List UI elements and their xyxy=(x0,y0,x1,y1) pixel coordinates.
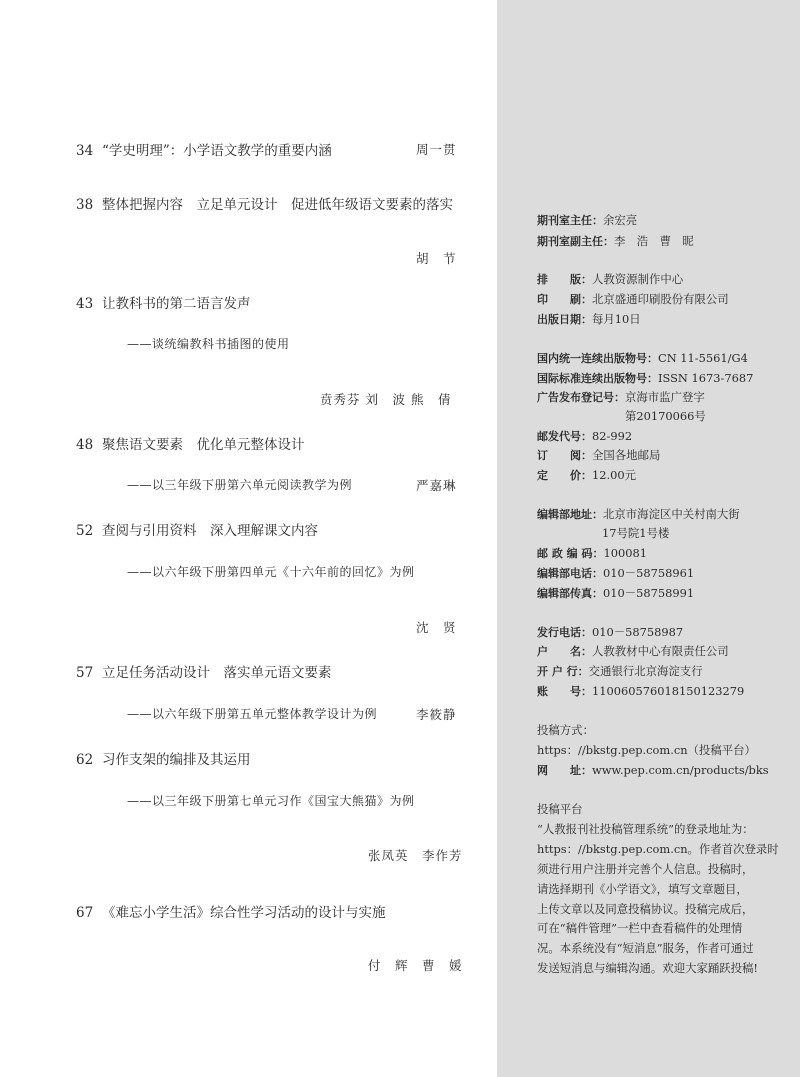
article-subtitle: ——谈统编教科书插图的使用 xyxy=(127,337,290,351)
platform-text-line: https：//bkstg.pep.com.cn。作者首次登录时 xyxy=(537,842,779,856)
page-number: 52 xyxy=(76,523,94,539)
toc-entry-67[interactable] xyxy=(76,901,386,921)
info-address-line2: 17号院1号楼 xyxy=(602,526,670,540)
page-number: 34 xyxy=(76,143,94,159)
platform-text-line: 况。本系统没有“短消息”服务，作者可通过 xyxy=(537,941,754,955)
article-author: 张凤英 李作芳 xyxy=(368,848,463,863)
article-title: 立足任务活动设计 落实单元语文要素 xyxy=(102,665,332,681)
platform-text-line: “人教报刊社投稿管理系统”的登录地址为： xyxy=(537,822,754,836)
info-subscription: 订 阅：全国各地邮局 xyxy=(537,448,661,462)
platform-heading: 投稿平台 xyxy=(537,802,583,816)
article-author: 周一贯 xyxy=(416,142,457,157)
submission-heading: 投稿方式： xyxy=(537,723,594,737)
page-number: 57 xyxy=(76,665,94,681)
toc-entry-38[interactable] xyxy=(76,193,453,213)
info-pubdate: 出版日期：每月10日 xyxy=(537,312,641,326)
article-author: 严嘉琳 xyxy=(416,478,457,493)
page-number: 67 xyxy=(76,905,94,921)
page-number: 62 xyxy=(76,752,94,768)
article-title: 查阅与引用资料 深入理解课文内容 xyxy=(102,523,318,539)
info-ad-license: 广告发布登记号：京海市监广登字 xyxy=(537,390,705,404)
toc-entry-43[interactable] xyxy=(76,292,251,312)
toc-entry-48[interactable] xyxy=(76,433,305,453)
article-subtitle: ——以六年级下册第四单元《十六年前的回忆》为例 xyxy=(127,565,415,579)
info-account-number: 账 号：110060576018150123279 xyxy=(537,684,745,698)
info-distribution-phone: 发行电话：010－58758987 xyxy=(537,625,684,639)
submission-url[interactable]: https：//bkstg.pep.com.cn（投稿平台） xyxy=(537,743,756,757)
article-subtitle: ——以六年级下册第五单元整体教学设计为例 xyxy=(127,707,378,721)
info-ad-license-number: 第20170066号 xyxy=(625,409,706,423)
article-title: 聚焦语文要素 优化单元整体设计 xyxy=(102,437,305,453)
article-subtitle: ——以三年级下册第六单元阅读教学为例 xyxy=(127,478,353,492)
info-director: 期刊室主任：余宏亮 xyxy=(537,213,638,227)
toc-entry-34[interactable] xyxy=(76,139,332,159)
toc-entry-52[interactable] xyxy=(76,519,318,539)
article-author: 李筱静 xyxy=(416,707,457,722)
info-bank: 开 户 行：交通银行北京海淀支行 xyxy=(537,664,703,678)
article-author: 胡 节 xyxy=(416,251,457,266)
info-website[interactable]: 网 址：www.pep.com.cn/products/bks xyxy=(537,763,769,777)
article-title: 整体把握内容 立足单元设计 促进低年级语文要素的落实 xyxy=(102,197,453,213)
platform-text-line: 请选择期刊《小学语文》，填写文章题目， xyxy=(537,882,748,896)
article-subtitle: ——以三年级下册第七单元习作《国宝大熊猫》为例 xyxy=(127,794,415,808)
info-cn-number: 国内统一连续出版物号：CN 11-5561/G4 xyxy=(537,351,748,365)
article-title: 习作支架的编排及其运用 xyxy=(102,752,251,768)
info-issn: 国际标准连续出版物号：ISSN 1673-7687 xyxy=(537,371,754,385)
info-phone: 编辑部电话：010－58758961 xyxy=(537,566,695,580)
article-author: 贲秀芬 刘 波 熊 倩 xyxy=(320,392,452,407)
info-deputy-director: 期刊室副主任：李 浩 曹 昵 xyxy=(537,234,694,248)
platform-text-line: 须进行用户注册并完善个人信息。投稿时， xyxy=(537,862,754,876)
info-layout: 排 版：人教资源制作中心 xyxy=(537,272,684,286)
article-author: 沈 贤 xyxy=(416,620,457,635)
article-author: 付 辉 曹 媛 xyxy=(368,958,463,973)
page-number: 38 xyxy=(76,197,94,213)
platform-text-line: 发送短消息与编辑沟通。欢迎大家踊跃投稿! xyxy=(537,961,759,975)
info-account-name: 户 名：人教教材中心有限责任公司 xyxy=(537,644,729,658)
info-printer: 印 刷：北京盛通印刷股份有限公司 xyxy=(537,292,729,306)
info-zip: 邮 政 编 码：100081 xyxy=(537,546,647,560)
article-title: 让教科书的第二语言发声 xyxy=(102,296,251,312)
article-title: “学史明理”：小学语文教学的重要内涵 xyxy=(102,143,332,159)
info-price: 定 价：12.00元 xyxy=(537,468,636,482)
page-number: 48 xyxy=(76,437,94,453)
toc-entry-57[interactable] xyxy=(76,661,332,681)
info-address: 编辑部地址：北京市海淀区中关村南大街 xyxy=(537,507,740,521)
info-postcode: 邮发代号：82-992 xyxy=(537,429,633,443)
platform-text-line: 上传文章以及同意投稿协议。投稿完成后， xyxy=(537,902,754,916)
info-fax: 编辑部传真：010－58758991 xyxy=(537,586,695,600)
toc-entry-62[interactable] xyxy=(76,748,251,768)
article-title: 《难忘小学生活》综合性学习活动的设计与实施 xyxy=(102,905,386,921)
platform-text-line: 可在“稿件管理”一栏中查看稿件的处理情 xyxy=(537,921,743,935)
page-number: 43 xyxy=(76,296,94,312)
